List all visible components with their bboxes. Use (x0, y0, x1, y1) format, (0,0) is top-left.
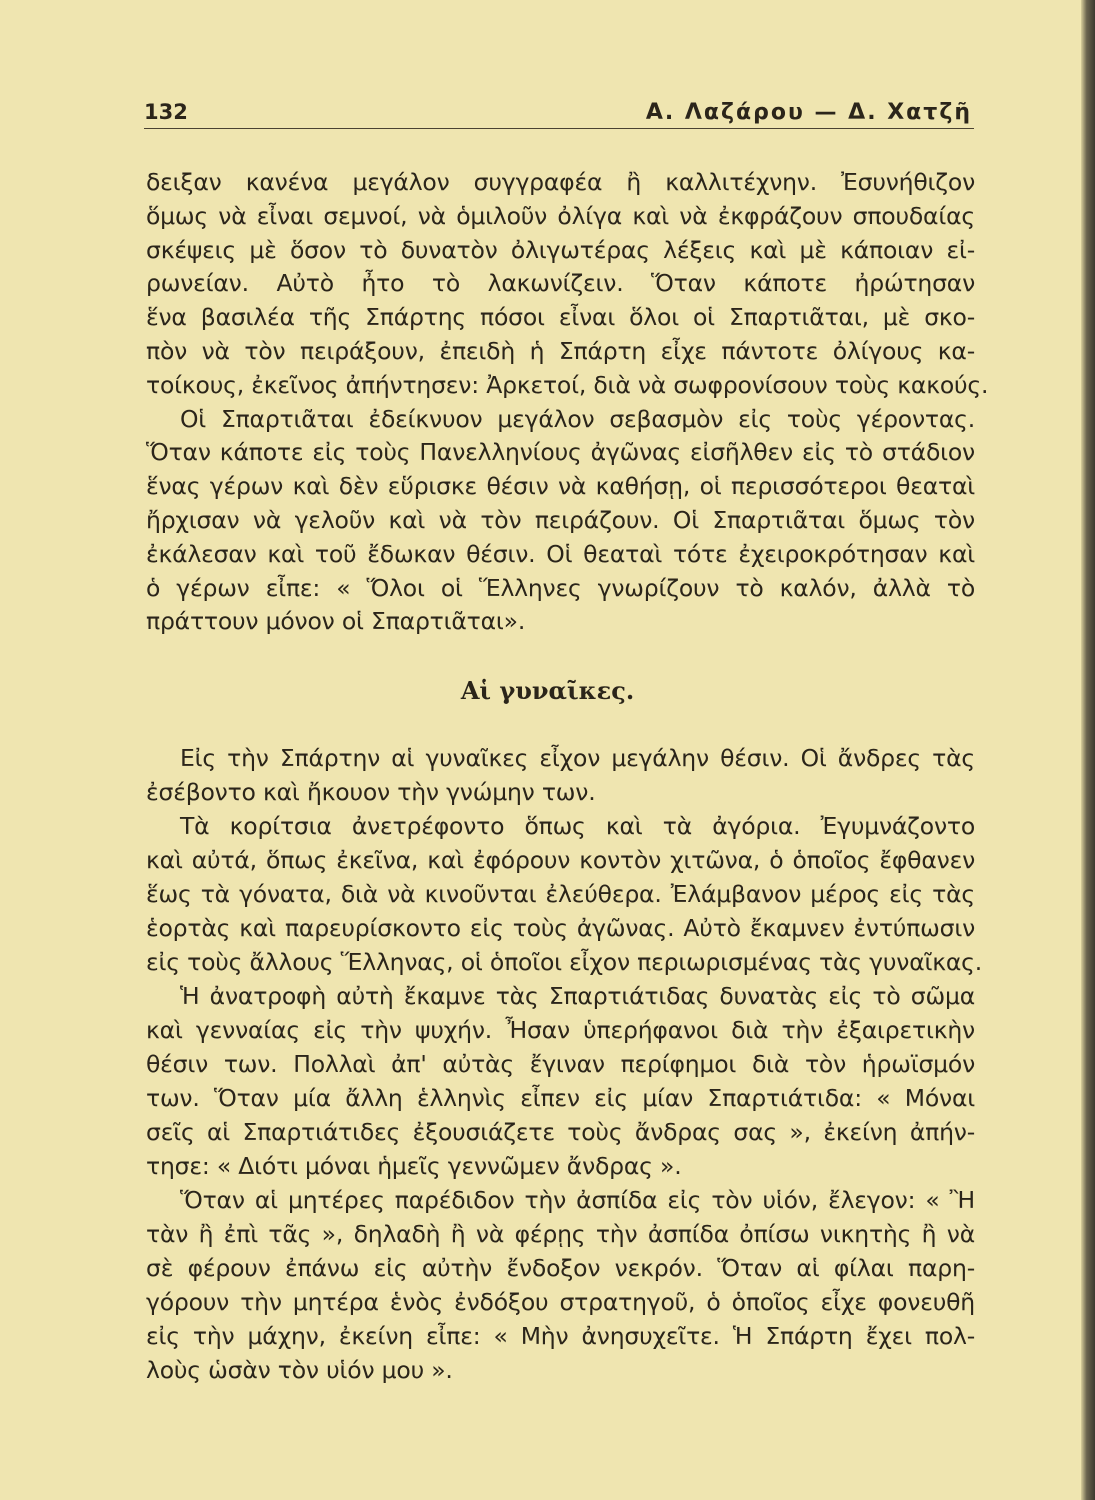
text-line: ἕνας γέρων καὶ δὲν εὕρισκε θέσιν νὰ καθήσῃ, οἱ περισσότεροι θεαταὶ (146, 472, 975, 501)
text-line: πράττουν μόνον οἱ Σπαρτιᾶται». (146, 607, 526, 636)
text-line: ἤρχισαν νὰ γελοῦν καὶ νὰ τὸν πειράζουν. Οἱ Σπαρτιᾶται ὅμως τὸν (146, 506, 975, 534)
text-line: καὶ γενναίας εἰς τὴν ψυχήν. Ἦσαν ὑπερήφανοι διὰ τὴν ἐξαιρετικὴν (146, 1016, 975, 1044)
text-line: ἕως τὰ γόνατα, διὰ νὰ κινοῦνται ἐλεύθερα. Ἐλάμβανον μέρος εἰς τὰς (146, 880, 975, 908)
text-line: εἰς τὴν μάχην, ἐκείνη εἶπε: « Μὴν ἀνησυχεῖτε. Ἡ Σπάρτη ἔχει πολ- (146, 1322, 975, 1350)
text-line: Ὅταν αἱ μητέρες παρέδιδον τὴν ἀσπίδα εἰς τὸν υἱόν, ἔλεγον: « Ἢ (180, 1186, 975, 1214)
header-rule (144, 128, 974, 129)
text-line: Οἱ Σπαρτιᾶται ἐδείκνυον μεγάλον σεβασμὸν εἰς τοὺς γέροντας. (180, 404, 975, 433)
text-line: σεῖς αἱ Σπαρτιάτιδες ἐξουσιάζετε τοὺς ἄνδρας σας », ἐκείνη ἀπήν- (146, 1118, 975, 1146)
section-heading: Αἱ γυναῖκες. (460, 676, 635, 705)
text-line: ἕνα βασιλέα τῆς Σπάρτης πόσοι εἶναι ὅλοι οἱ Σπαρτιᾶται, μὲ σκο- (146, 303, 975, 332)
running-title: Α. Λαζάρου — Δ. Χατζῆ (645, 100, 972, 125)
text-line: ὅμως νὰ εἶναι σεμνοί, νὰ ὁμιλοῦν ὀλίγα καὶ νὰ ἐκφράζουν σπουδαίας (146, 201, 975, 230)
text-line: σὲ φέρουν ἐπάνω εἰς αὐτὴν ἔνδοξον νεκρόν. Ὅταν αἱ φίλαι παρη- (146, 1254, 975, 1282)
text-line: σκέψεις μὲ ὅσον τὸ δυνατὸν ὀλιγωτέρας λέξεις καὶ μὲ κάποιαν εἰ- (146, 235, 975, 264)
text-line: ἐκάλεσαν καὶ τοῦ ἔδωκαν θέσιν. Οἱ θεαταὶ τότε ἐχειροκρότησαν καὶ (146, 539, 975, 568)
text-line: θέσιν των. Πολλαὶ ἀπ' αὐτὰς ἔγιναν περίφημοι διὰ τὸν ἡρωϊσμόν (146, 1050, 975, 1078)
text-line: εἰς τοὺς ἄλλους Ἕλληνας, οἱ ὁποῖοι εἶχον περιωρισμένας τὰς γυναῖκας. (146, 948, 983, 976)
text-line: τοίκους, ἐκεῖνος ἀπήντησεν: Ἀρκετοί, διὰ νὰ σωφρονίσουν τοὺς κακούς. (146, 370, 989, 399)
text-line: ἑορτὰς καὶ παρευρίσκοντο εἰς τοὺς ἀγῶνας. Αὐτὸ ἔκαμνεν ἐντύπωσιν (146, 914, 975, 942)
text-line: ρωνείαν. Αὐτὸ ἦτο τὸ λακωνίζειν. Ὅταν κάποτε ἠρώτησαν (146, 269, 975, 298)
text-line: των. Ὅταν μία ἄλλη ἑλληνὶς εἶπεν εἰς μίαν Σπαρτιάτιδα: « Μόναι (146, 1084, 975, 1112)
text-line: γόρουν τὴν μητέρα ἑνὸς ἐνδόξου στρατηγοῦ, ὁ ὁποῖος εἶχε φονευθῆ (146, 1288, 975, 1316)
text-line: πὸν νὰ τὸν πειράξουν, ἐπειδὴ ἡ Σπάρτη εἶχε πάντοτε ὀλίγους κα- (146, 337, 975, 365)
page-edge (1081, 0, 1095, 1500)
text-line: λοὺς ὡσὰν τὸν υἱόν μου ». (146, 1356, 453, 1384)
text-line: δειξαν κανένα μεγάλον συγγραφέα ἢ καλλιτέχνην. Ἐσυνήθιζον (146, 168, 975, 196)
text-line: καὶ αὐτά, ὅπως ἐκεῖνα, καὶ ἐφόρουν κοντὸν χιτῶνα, ὁ ὁποῖος ἔφθανεν (146, 846, 975, 874)
text-line: ἐσέβοντο καὶ ἤκουον τὴν γνώμην των. (146, 778, 596, 806)
text-line: Τὰ κορίτσια ἀνετρέφοντο ὅπως καὶ τὰ ἀγόρια. Ἐγυμνάζοντο (180, 812, 975, 840)
text-line: ὁ γέρων εἶπε: « Ὅλοι οἱ Ἕλληνες γνωρίζουν τὸ καλόν, ἀλλὰ τὸ (146, 573, 975, 602)
text-line: τησε: « Διότι μόναι ἡμεῖς γεννῶμεν ἄνδρας ». (146, 1152, 682, 1180)
page-number: 132 (144, 100, 188, 124)
text-line: τὰν ἢ ἐπὶ τᾶς », δηλαδὴ ἢ νὰ φέρῃς τὴν ἀσπίδα ὀπίσω νικητὴς ἢ νὰ (146, 1220, 975, 1248)
text-line: Ἡ ἀνατροφὴ αὐτὴ ἔκαμνε τὰς Σπαρτιάτιδας δυνατὰς εἰς τὸ σῶμα (180, 982, 975, 1010)
text-line: Εἰς τὴν Σπάρτην αἱ γυναῖκες εἶχον μεγάλην θέσιν. Οἱ ἄνδρες τὰς (180, 744, 975, 772)
text-line: Ὅταν κάποτε εἰς τοὺς Πανελληνίους ἀγῶνας εἰσῆλθεν εἰς τὸ στάδιον (146, 438, 975, 467)
